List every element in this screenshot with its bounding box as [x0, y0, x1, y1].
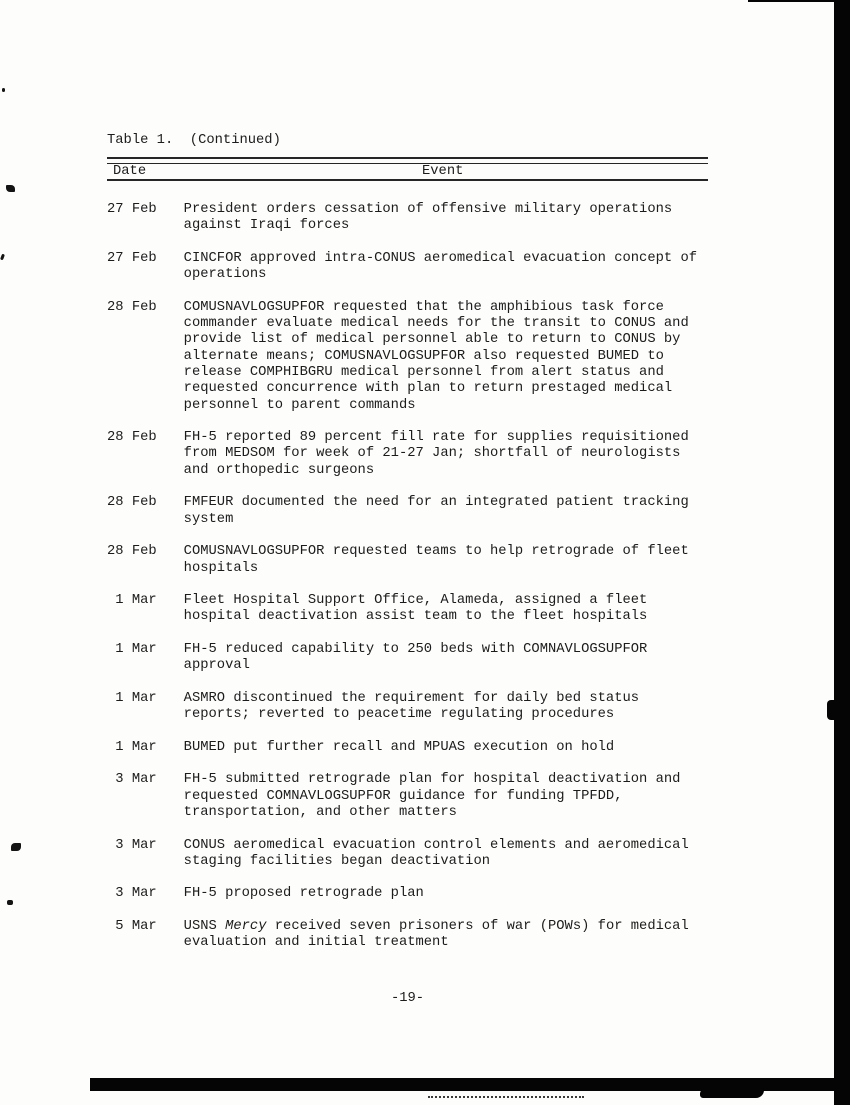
row-date: 27 Feb [107, 250, 157, 266]
table-row [107, 838, 705, 871]
row-event: USNS Mercy received seven prisoners of war (POWs) for medical evaluation and initial treatment [183, 919, 689, 951]
table-row [107, 642, 705, 675]
row-date: 5 Mar [115, 919, 157, 935]
page-number: -19- [390, 991, 425, 1006]
table-row [107, 495, 705, 528]
row-date: 28 Feb [107, 299, 157, 315]
table-row [107, 544, 705, 577]
row-date: 28 Feb [107, 544, 157, 560]
row-event: ASMRO discontinued the requirement for daily bed status reports; reverted to peacetime regulating procedures [183, 690, 640, 723]
row-date: 1 Mar [115, 690, 157, 706]
row-event: Fleet Hospital Support Office, Alameda, assigned a fleet hospital deactivation assist team to the fleet hospitals [183, 593, 648, 625]
table-title: Table 1. (Continued) [107, 133, 281, 148]
row-date: 3 Mar [115, 772, 157, 788]
row-date: 28 Feb [107, 430, 157, 446]
table-header-rule [107, 179, 708, 181]
row-event: COMUSNAVLOGSUPFOR requested that the amphibious task force commander evaluate medical needs for the transit to CONUS and provide list of medical personnel able to return to CONUS by alternate means; COMUSNAVLOGSUPFOR also requested BUMED to release COMPHIBGRU medical personnel from alert status and requested concurrence with plan to return prestaged medical personnel to parent commands [183, 299, 689, 413]
row-event: CONUS aeromedical evacuation control elements and aeromedical staging facilities began deactivation [183, 837, 689, 869]
right-edge-scan-bar-bump [827, 700, 837, 720]
row-date: 27 Feb [107, 202, 157, 217]
row-event: FH-5 reduced capability to 250 beds with COMNAVLOGSUPFOR approval [183, 642, 648, 674]
column-header-date: Date [113, 164, 147, 179]
row-event: BUMED put further recall and MPUAS execution on hold [183, 739, 615, 755]
row-event: FH-5 reported 89 percent fill rate for supplies requisitioned from MEDSOM for week of 21-27 Jan; shortfall of neurologists and orthopedic surgeons [183, 430, 689, 478]
row-event: COMUSNAVLOGSUPFOR requested teams to help retrograde of fleet hospitals [183, 544, 689, 576]
row-date: 1 Mar [115, 642, 157, 658]
row-event: FH-5 proposed retrograde plan [183, 886, 424, 902]
scan-speck [0, 254, 5, 261]
row-date: 1 Mar [115, 739, 157, 755]
row-event: FMFEUR documented the need for an integrated patient tracking system [183, 495, 689, 527]
scan-speck [6, 185, 15, 192]
table-row [107, 691, 705, 724]
scan-speck [11, 843, 21, 851]
column-header-event: Event [422, 164, 464, 179]
row-event: CINCFOR approved intra-CONUS aeromedical evacuation concept of operations [183, 250, 697, 283]
table-top-rule [107, 157, 708, 164]
top-edge-scan-line [748, 0, 850, 2]
bottom-scan-squiggle [700, 1088, 764, 1098]
table-row [107, 886, 705, 902]
scan-speck [7, 900, 13, 905]
table-row [107, 430, 705, 479]
scan-speck [2, 88, 5, 92]
right-edge-scan-bar [834, 0, 850, 1105]
row-date: 1 Mar [115, 593, 157, 609]
table-row [107, 740, 705, 756]
table-row [107, 772, 705, 821]
bottom-scan-dots [428, 1096, 584, 1098]
table-row [107, 300, 705, 414]
table-row [107, 919, 705, 952]
row-date: 28 Feb [107, 495, 157, 511]
table-row [107, 202, 705, 235]
row-event: FH-5 submitted retrograde plan for hospital deactivation and requested COMNAVLOGSUPFOR guidance for funding TPFDD, transportation, and other matters [183, 772, 681, 820]
table-row [107, 593, 705, 626]
row-date: 3 Mar [115, 837, 157, 853]
row-event: President orders cessation of offensive military operations against Iraqi forces [183, 202, 673, 234]
row-date: 3 Mar [115, 886, 157, 902]
table-row [107, 251, 705, 284]
table-rows [107, 202, 705, 968]
